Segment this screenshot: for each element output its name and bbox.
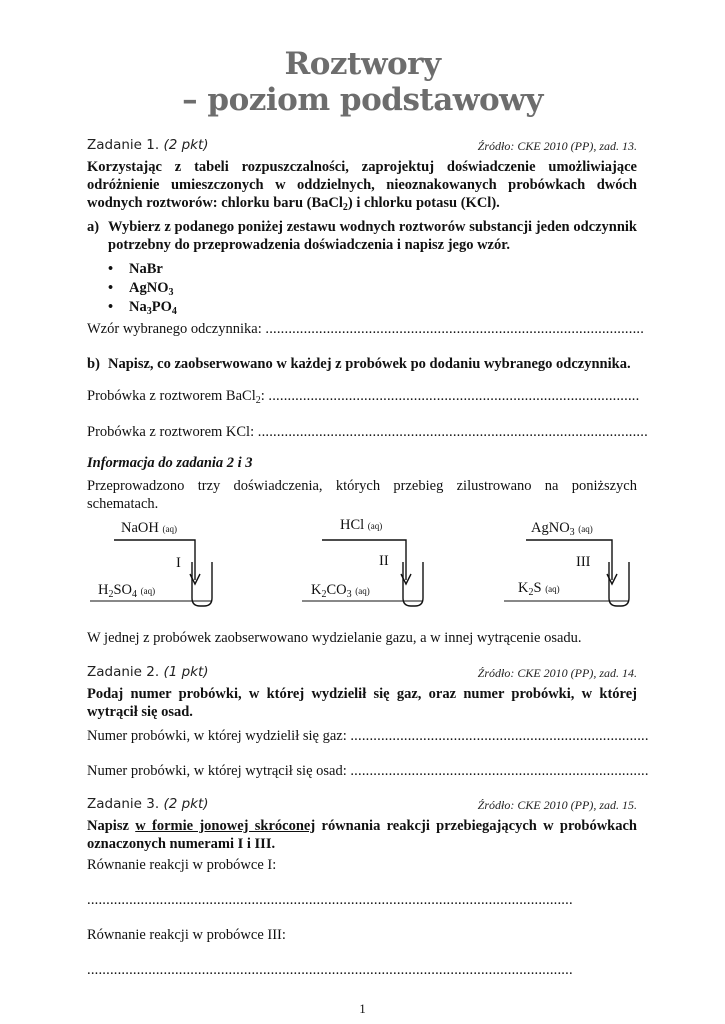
task1-b-text: Napisz, co zaobserwowano w każdej z probówek po dodaniu wybranego odczynnika. [108,356,631,372]
tube2-answer-line [87,424,648,441]
task2-header [87,664,209,680]
reagent-name: NaBr [129,261,163,277]
gas-label: Numer probówki, w której wydzielił się gaz: [87,728,347,744]
solution-formula: H [98,582,109,598]
task3-source: Źródło: CKE 2010 (PP), zad. 15. [477,798,637,812]
eq1-label: Równanie reakcji w probówce I: [87,857,277,873]
page-number: 1 [359,1001,366,1016]
task3-text [87,817,637,853]
info-heading: Informacja do zadania 2 i 3 [87,455,253,471]
reagent-sub: 3 [146,306,152,317]
reagent-line-1 [114,540,195,580]
task1-source: Źródło: CKE 2010 (PP), zad. 13. [477,139,637,153]
reagent-sub: 3 [569,527,575,538]
task1-b-marker: b) [87,356,100,372]
task3-text-underlined: w formie jonowej skróconej [135,818,316,834]
reagent-name: Na [129,299,147,315]
gas-answer-field[interactable]: .............................................................................. [350,728,649,744]
reagent-line-2 [322,540,406,580]
task1-header [87,137,209,153]
task3-header [87,796,209,812]
list-item [108,280,177,299]
tube-numeral-1: I [176,555,181,571]
bullet-icon: • [108,280,114,296]
solution-label-1 [98,582,155,599]
bullet-icon: • [108,261,114,277]
tube2-answer-field[interactable]: ...................................................................................................... [257,424,648,440]
solution-formula: K [518,580,529,596]
page-subtitle: – poziom podstawowy [182,82,543,118]
reagent-label-3 [531,520,593,537]
tube-numeral-2: II [379,553,389,569]
bullet-icon: • [108,299,114,315]
task1-intro [87,158,637,212]
answer-label: Wzór wybranego odczynnika: [87,321,262,337]
task1-a-text: Wybierz z podanego poniżej zestawu wodnych roztworów substancji jeden odczynnik potrzebny do przeprowadzenia doświadczenia i napisz jego wzór. [108,219,637,253]
list-item [108,261,177,280]
reagent-state: (aq) [367,521,383,531]
solution-state: (aq) [355,586,370,596]
solution-formula-b: S [533,580,542,596]
solution-state: (aq) [140,586,156,596]
task1-intro-text: Korzystając z tabeli rozpuszczalności, zaprojektuj doświadczenie umożliwiające odróżnienie umieszczonych w oddzielnych, nieoznakowanych probówkach dwóch wodnych roztworów: chlorku baru (BaCl [87,159,637,211]
reagent-sub2: 4 [171,306,177,317]
task1-label: Zadanie 1. [87,137,160,153]
tube1-label: Probówka z roztworem BaCl [87,388,256,404]
reagent-state: (aq) [162,524,177,534]
task1-intro-end: ) i chlorku potasu (KCl). [347,195,500,211]
solution-label-2 [311,582,370,599]
gas-answer-line [87,728,649,745]
tube-numeral-3: III [576,554,591,570]
task3-label: Zadanie 3. [87,796,160,812]
eq1-answer-field[interactable]: ............................................................................................................................... [87,892,573,908]
task1-points: (2 pkt) [163,137,209,153]
tube2-label: Probówka z roztworem KCl: [87,424,255,440]
reagent-label-1 [121,520,177,537]
reagent-line-3 [526,540,612,580]
task3-points: (2 pkt) [163,796,209,812]
reagent-state: (aq) [578,524,593,534]
task3-text-end: równania reakcji przebiegających w probówkach oznaczonych numerami I i III. [87,818,637,852]
solution-sub2: 3 [346,589,352,600]
precipitate-label: Numer probówki, w której wytrącił się osad: [87,763,347,779]
task2-label: Zadanie 2. [87,664,160,680]
solution-sub: 2 [108,589,114,600]
reagent-name: AgNO [129,280,169,296]
list-item [108,299,177,318]
task1-a-marker: a) [87,219,100,235]
solution-formula-b: CO [326,582,347,598]
info-text: Przeprowadzono trzy doświadczenia, których przebieg zilustrowano na poniższych schematach. [87,478,637,512]
solution-sub2: 4 [132,589,138,600]
reagent-sub: 3 [168,287,174,298]
solution-formula: K [311,582,322,598]
task2-source: Źródło: CKE 2010 (PP), zad. 14. [477,666,637,680]
info-after: W jednej z probówek zaobserwowano wydzielanie gazu, a w innej wytrącenie osadu. [87,630,582,646]
precipitate-answer-field[interactable]: .............................................................................. [350,763,649,779]
task1-intro-sub: 2 [342,202,348,213]
tube1-label-colon: : [260,388,265,404]
solution-formula-b: SO [113,582,133,598]
tube1-answer-field[interactable]: ................................................................................................. [268,388,640,404]
reagent-rest: PO [151,299,172,315]
reagent-formula: NaOH [121,520,159,536]
reagent-label-2 [340,517,382,534]
precipitate-answer-line [87,763,649,780]
eq3-answer-field[interactable]: ............................................................................................................................... [87,962,573,978]
solution-label-3 [518,580,560,597]
answer-field[interactable]: ................................................................................................... [265,321,645,337]
reagent-formula: AgNO [531,520,570,536]
solution-sub: 2 [321,589,327,600]
task2-text: Podaj numer probówki, w której wydzielił się gaz, oraz numer probówki, w której wytrącił się osad. [87,686,637,720]
task3-text-start: Napisz [87,818,129,834]
solution-state: (aq) [545,584,560,594]
tube1-label-sub: 2 [255,395,261,406]
eq3-label: Równanie reakcji w probówce III: [87,927,286,943]
solution-sub: 2 [528,587,534,598]
tube1-answer-line [87,388,639,405]
page-title: Roztwory [284,46,441,82]
task2-points: (1 pkt) [163,664,209,680]
reagent-list [108,261,177,318]
answer-line [87,321,644,338]
reagent-formula: HCl [340,517,365,533]
